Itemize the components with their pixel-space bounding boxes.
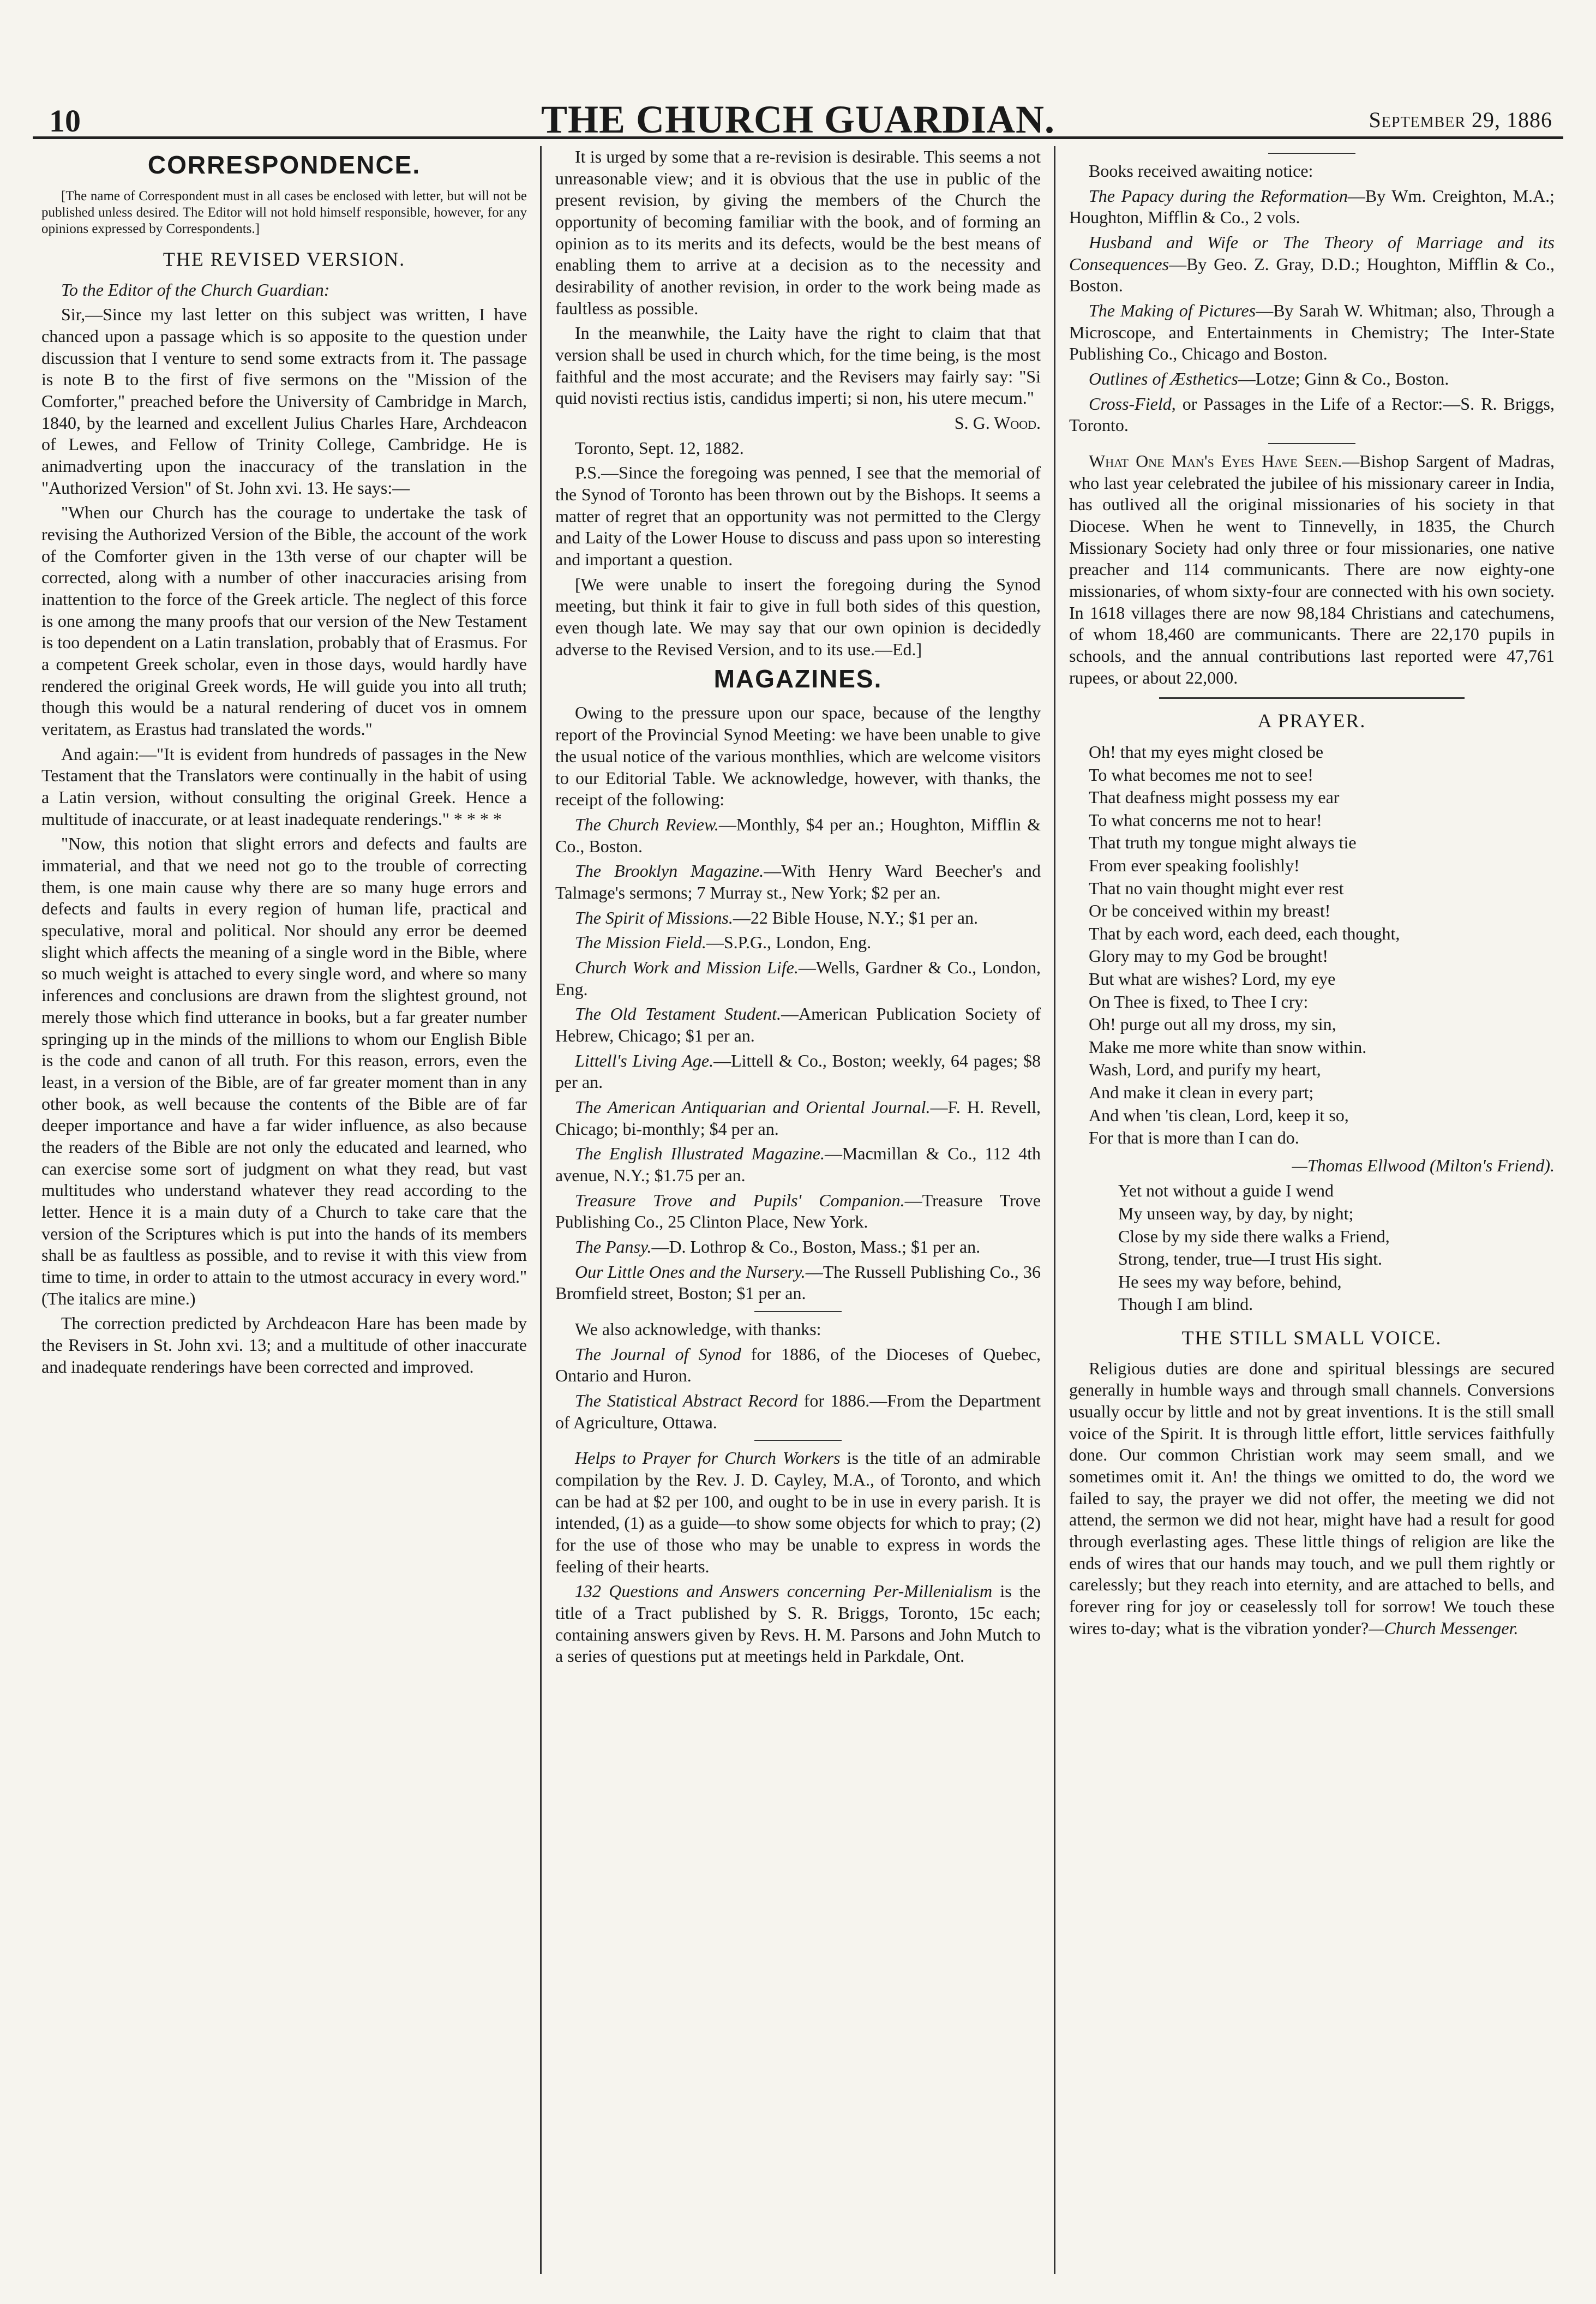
- item-details: —By Wm. Creighton, M.A.; Houghton, Mifflin & Co., 2 vols.: [1069, 185, 1555, 228]
- column-divider: [540, 146, 542, 2274]
- column-3: [1069, 146, 1555, 2274]
- column-divider: [1054, 146, 1055, 2274]
- books-list: [1069, 185, 1555, 436]
- section-rule: [1268, 153, 1355, 154]
- magazine-list: [555, 814, 1041, 1304]
- poem-line: Or be conceived within my breast!: [1089, 901, 1331, 921]
- item-title: The Making of Pictures: [1089, 301, 1256, 321]
- correspondence-heading: CORRESPONDENCE.: [147, 151, 421, 179]
- poem-line: Close by my side there walks a Friend,: [1118, 1226, 1390, 1246]
- poem-line: He sees my way before, behind,: [1118, 1271, 1342, 1291]
- list-item: [1069, 232, 1555, 297]
- section-rule: [1159, 697, 1465, 699]
- list-item: [555, 1143, 1041, 1186]
- item-title: Littell's Living Age.: [575, 1050, 714, 1070]
- letter-paragraph: In the meanwhile, the Laity have the right to claim that that version shall be used in church which, for the time being, is the most faithful and the most accurate; and the Revisers may fairly say: "Si quid novisti rectius istis, candidus imperti; si non, his utere mecum.": [555, 323, 1041, 408]
- prayer-poem: [1069, 741, 1555, 1150]
- item-details: —The Russell Publishing Co., 36 Bromfield street, Boston; $1 per an.: [555, 1261, 1041, 1303]
- poem-line: My unseen way, by day, by night;: [1118, 1204, 1354, 1224]
- item-title: The Mission Field.: [575, 932, 706, 953]
- list-item: [555, 1344, 1041, 1387]
- item-details: —S.P.G., London, Eng.: [706, 932, 872, 953]
- list-item: [555, 1236, 1041, 1258]
- letter-paragraph: Sir,—Since my last letter on this subject was written, I have chanced upon a passage which is so apposite to the question under discussion that I venture to send some extracts from it. The passage is note B to the first of five sermons on the "Mission of the Comforter," preached before the University of Cambridge in March, 1840, by the learned and excellent Julius Charles Hare, Archdeacon of Lewes, and Fellow of Trinity College, Cambridge. He is animadverting upon the inaccuracy of the translation in the "Authorized Version" of St. John xvi. 13. He says:—: [41, 304, 527, 498]
- item-details: —Treasure Trove Publishing Co., 25 Clinton Place, New York.: [555, 1190, 1041, 1232]
- list-item: [555, 907, 1041, 929]
- item-details: is the title of an admirable compilation by the Rev. J. D. Cayley, M.A., of Toronto, and which can be had at $2 per 100, and ought to be in use in every parish. It is intended, (1) as a guide—to show some objects for which to pray; (2) for the use of those who may be unable to express in words the feeling of their hearts.: [555, 1448, 1041, 1576]
- letter-paragraph: It is urged by some that a re-revision is desirable. This seems a not unreasonable view; and it is obvious that the use in public of the present revision, by giving the members of the Church the opportunity of becoming familiar with the book, and of forming an opinion as to its merits and its defects, would be the best means of enabling them to arrive at a decision as to the necessity and desirability of another revision, in order to the work being made as faultless as possible.: [555, 147, 1041, 318]
- poem-line: Oh! purge out all my dross, my sin,: [1089, 1014, 1336, 1034]
- section-rule: [754, 1440, 842, 1441]
- item-title: Helps to Prayer for Church Workers: [575, 1448, 841, 1468]
- list-item: [555, 814, 1041, 857]
- poem-line: Yet not without a guide I wend: [1118, 1181, 1334, 1201]
- list-item: [1069, 368, 1555, 390]
- poem-line: But what are wishes? Lord, my eye: [1089, 969, 1336, 989]
- item-title: Cross-Field: [1089, 393, 1172, 414]
- item-details: is the title of a Tract published by S. R. Briggs, Toronto, 15c each; containing answers given by Revs. H. M. Parsons and John Mutch to a series of questions put at meetings held in Parkdale, Ont.: [555, 1581, 1041, 1666]
- list-item: [555, 860, 1041, 903]
- prayer-stanza-2: [1069, 1180, 1555, 1316]
- column-1: [41, 146, 527, 2274]
- item-title: The Old Testament Student.: [575, 1004, 782, 1024]
- letter-postscript: P.S.—Since the foregoing was penned, I see that the memorial of the Synod of Toronto has been thrown out by the Bishops. It seems a matter of regret that an opportunity was not permitted to the Clergy and Laity of the Lower House to discuss and pass upon so interesting and important a question.: [555, 463, 1041, 570]
- poem-line: Though I am blind.: [1118, 1294, 1253, 1314]
- poem-line: That truth my tongue might always tie: [1089, 833, 1357, 853]
- item-title: 132 Questions and Answers concerning Per-Millenialism: [575, 1581, 993, 1601]
- masthead: [33, 93, 1563, 147]
- item-details: —By Sarah W. Whitman; also, Through a Microscope, and Entertainments in Chemistry; The Inter-State Publishing Co., Chicago and Boston.: [1069, 301, 1555, 364]
- list-item: [555, 1097, 1041, 1140]
- helps-list: [555, 1447, 1041, 1667]
- books-heading: Books received awaiting notice:: [1089, 161, 1313, 181]
- letter-address: To the Editor of the Church Guardian:: [61, 279, 330, 300]
- also-acknowledge-list: [555, 1344, 1041, 1434]
- list-item: [555, 957, 1041, 1000]
- list-item: [555, 1050, 1041, 1093]
- poem-line: To what becomes me not to see!: [1089, 764, 1313, 785]
- item-details: —Littell & Co., Boston; weekly, 64 pages; $8 per an.: [555, 1050, 1041, 1092]
- column-2: [555, 146, 1041, 2274]
- prayer-heading: A PRAYER.: [1257, 710, 1366, 732]
- list-item: [555, 1390, 1041, 1433]
- item-title: Outlines of Æsthetics: [1089, 369, 1238, 389]
- issue-date: September 29, 1886: [1369, 107, 1552, 132]
- poem-line: Wash, Lord, and purify my heart,: [1089, 1060, 1321, 1080]
- letter-paragraph: "Now, this notion that slight errors and defects and faults are immaterial, and that we need not go to the trouble of correcting them, is one main cause why there are so many huge errors and defects and faults in every region of human life, practical and speculative, moral and political. Nor should any error be deemed slight which affects the meaning of a single word in the Bible, where so much weight is attached to every single word, and where so many inferences and conclusions are drawn from the slightest ground, not merely those which find utterance in books, but a far greater number springing up in the minds of the millions to whom our English Bible is the code and canon of all truth. For this reason, errors, even the least, in a version of the Bible, are of far greater moment than in any other book, as well because the contents of the Bible are of far deeper importance and have a far wider influence, as also because the readers of the Bible are not only the educated and learned, who can exercise some sort of judgment on what they read, but vast multitudes who understand whatever they read according to the letter. Hence it is a main duty of a Church to take care that the version of the Scriptures which is put into the hands of its members shall be as faultless as possible, and to revise it with this view from time to time, in order to attain to the utmost accuracy in every word." (The italics are mine.): [41, 834, 527, 1308]
- still-small-voice-heading: THE STILL SMALL VOICE.: [1181, 1327, 1442, 1349]
- poem-line: Oh! that my eyes might closed be: [1089, 742, 1324, 762]
- letter-title: THE REVISED VERSION.: [163, 248, 406, 271]
- poem-line: On Thee is fixed, to Thee I cry:: [1089, 991, 1309, 1012]
- item-details: —American Publication Society of Hebrew, Chicago; $1 per an.: [555, 1004, 1041, 1045]
- poem-line: For that is more than I can do.: [1089, 1128, 1299, 1148]
- item-title: The Brooklyn Magazine.: [575, 861, 764, 881]
- item-title: The Statistical Abstract Record: [575, 1390, 798, 1410]
- item-details: —By Geo. Z. Gray, D.D.; Houghton, Mifflin & Co., Boston.: [1069, 254, 1555, 296]
- item-details: —F. H. Revell, Chicago; bi-monthly; $4 per an.: [555, 1097, 1041, 1139]
- eyes-seen-item: [1069, 451, 1555, 689]
- item-title: Church Work and Mission Life.: [575, 957, 799, 977]
- list-item: [555, 1581, 1041, 1667]
- item-title: The Spirit of Missions.: [575, 907, 733, 927]
- item-details: —Wells, Gardner & Co., London, Eng.: [555, 957, 1041, 999]
- item-details: for 1886.—From the Department of Agriculture, Ottawa.: [555, 1390, 1041, 1432]
- section-rule: [1268, 443, 1355, 444]
- section-rule: [754, 1311, 842, 1312]
- item-details: —Lotze; Ginn & Co., Boston.: [1238, 369, 1449, 389]
- item-details: , or Passages in the Life of a Rector:—S. R. Briggs, Toronto.: [1069, 393, 1555, 435]
- eyes-seen-lead: What One Man's Eyes Have Seen.: [1089, 451, 1342, 471]
- item-details: —22 Bible House, N.Y.; $1 per an.: [733, 907, 978, 927]
- poem-line: And make it clean in every part;: [1089, 1082, 1314, 1102]
- list-item: [555, 1003, 1041, 1046]
- letter-place-date: Toronto, Sept. 12, 1882.: [575, 438, 744, 458]
- item-title: The English Illustrated Magazine.: [575, 1144, 825, 1164]
- poem-line: That deafness might possess my ear: [1089, 787, 1340, 807]
- poem-line: That by each word, each deed, each thought,: [1089, 923, 1400, 943]
- page-number: 10: [49, 103, 81, 139]
- item-title: The Pansy.: [575, 1236, 652, 1256]
- masthead-rule: [33, 136, 1563, 139]
- correspondence-note: [The name of Correspondent must in all cases be enclosed with letter, but will not be published unless desired. The Editor will not hold himself responsible, however, for any opinions expressed by Correspondents.]: [41, 189, 527, 237]
- item-title: The Journal of Synod: [575, 1344, 741, 1364]
- item-details: —Macmillan & Co., 112 4th avenue, N.Y.; $1.75 per an.: [555, 1144, 1041, 1185]
- still-small-voice-body: Religious duties are done and spiritual blessings are secured generally in humble ways and through small channels. Conversions usually occur by little and not by great inventions. It is the still small voice of the Spirit. It is through little effort, little services faithfully done. Our common Christian work may seem small, and we sometimes omit it. An! the things we omitted to do, the word we failed to say, the prayer we did not offer, the meeting we did not attend, the sermon we did not hear, might have had a result for good through everlasting ages. These little things of religion are like the ends of wires that our hands may touch, and we pull them rightly or carelessly; but they reach into eternity, and are attached to bells, and forever ring for joy or ceaselessly toll for sorrow! We touch these wires to-day; what is the vibration yonder?: [1069, 1358, 1555, 1638]
- still-small-voice-text: [1069, 1358, 1555, 1639]
- poem-line: To what concerns me not to hear!: [1089, 810, 1322, 830]
- also-acknowledge: We also acknowledge, with thanks:: [575, 1319, 821, 1339]
- item-title: The Church Review.: [575, 814, 719, 834]
- letter-signature: S. G. Wood.: [954, 413, 1041, 433]
- poem-line: Glory may to my God be brought!: [1089, 946, 1329, 966]
- item-title: The American Antiquarian and Oriental Journal.: [575, 1097, 931, 1117]
- item-title: The Papacy during the Reformation: [1089, 185, 1348, 206]
- newspaper-title: THE CHURCH GUARDIAN.: [541, 98, 1055, 141]
- magazines-heading: MAGAZINES.: [713, 665, 883, 693]
- poem-line: From ever speaking foolishly!: [1089, 855, 1300, 876]
- item-details: —Monthly, $4 per an.; Houghton, Mifflin & Co., Boston.: [555, 814, 1041, 856]
- still-small-voice-source: —Church Messenger.: [1369, 1618, 1519, 1638]
- list-item: [1069, 300, 1555, 365]
- letter-paragraph: The correction predicted by Archdeacon Hare has been made by the Revisers in St. John xvi. 13; and a multitude of other inaccurate and inadequate renderings have been corrected and improved.: [41, 1313, 527, 1377]
- item-details: —With Henry Ward Beecher's and Talmage's sermons; 7 Murray st., New York; $2 per an.: [555, 861, 1041, 902]
- letter-paragraph: "When our Church has the courage to undertake the task of revising the Authorized Version of the Bible, the account of the work of the Comforter given in the 13th verse of our chapter will be corrected, along with a number of other inaccuracies arising from inattention to the force of the Greek article. The neglect of this force is one among the many proofs that our version of the New Testament is too dependent on a Latin translation, probably that of Erasmus. For a competent Greek scholar, even in those days, would hardly have rendered the original Greek words, He will guide you into all truth; though this would be a natural rendering of ducet vos in omnem veritatem, as Erastus had translated the words.": [41, 502, 527, 739]
- letter-paragraph: And again:—"It is evident from hundreds of passages in the New Testament that the Translators were continually in the habit of using a Latin version, without consulting the original Greek. Hence a multitude of inaccurate, or at least inadequate renderings." * * * *: [41, 744, 527, 829]
- list-item: [555, 1447, 1041, 1577]
- poem-line: That no vain thought might ever rest: [1089, 878, 1344, 898]
- list-item: [555, 932, 1041, 954]
- poem-line: Make me more white than snow within.: [1089, 1037, 1367, 1057]
- prayer-attribution: —Thomas Ellwood (Milton's Friend).: [1292, 1155, 1555, 1175]
- item-details: —D. Lothrop & Co., Boston, Mass.; $1 per an.: [651, 1236, 981, 1256]
- list-item: [555, 1261, 1041, 1304]
- magazines-intro: Owing to the pressure upon our space, because of the lengthy report of the Provincial Synod Meeting: we have been unable to give the usual notice of the various monthlies, which are welcome visitors to our Editorial Table. We acknowledge, however, with thanks, the receipt of the following:: [555, 703, 1041, 810]
- item-title: Husband and Wife or The Theory of Marriage and its Consequences: [1069, 232, 1555, 274]
- eyes-seen-text: —Bishop Sargent of Madras, who last year celebrated the jubilee of his missionary career in India, has outlived all the original missionaries of his society in that Diocese. When he went to Tinnevelly, in 1835, the Church Missionary Society had only three or four missionaries, one native preacher and 114 communicants. There are now eighty-one missionaries, of whom sixty-four are connected with his own society. In 1618 villages there are now 98,184 Christians and catechumens, of whom 18,460 are communicants. There are 22,170 pupils in schools, and the annual contributions last reported were 47,761 rupees, or about 22,000.: [1069, 451, 1555, 687]
- item-title: Treasure Trove and Pupils' Companion.: [575, 1190, 905, 1210]
- list-item: [1069, 393, 1555, 436]
- list-item: [555, 1190, 1041, 1233]
- poem-line: And when 'tis clean, Lord, keep it so,: [1089, 1105, 1349, 1125]
- poem-line: Strong, tender, true—I trust His sight.: [1118, 1249, 1382, 1269]
- editor-note: [We were unable to insert the foregoing during the Synod meeting, but think it fair to give in full both sides of this question, even though late. We may say that our own opinion is decidedly adverse to the Revised Version, and to its use.—Ed.]: [555, 574, 1041, 659]
- item-title: Our Little Ones and the Nursery.: [575, 1261, 806, 1282]
- list-item: [1069, 185, 1555, 229]
- item-details: for 1886, of the Dioceses of Quebec, Ontario and Huron.: [555, 1344, 1041, 1386]
